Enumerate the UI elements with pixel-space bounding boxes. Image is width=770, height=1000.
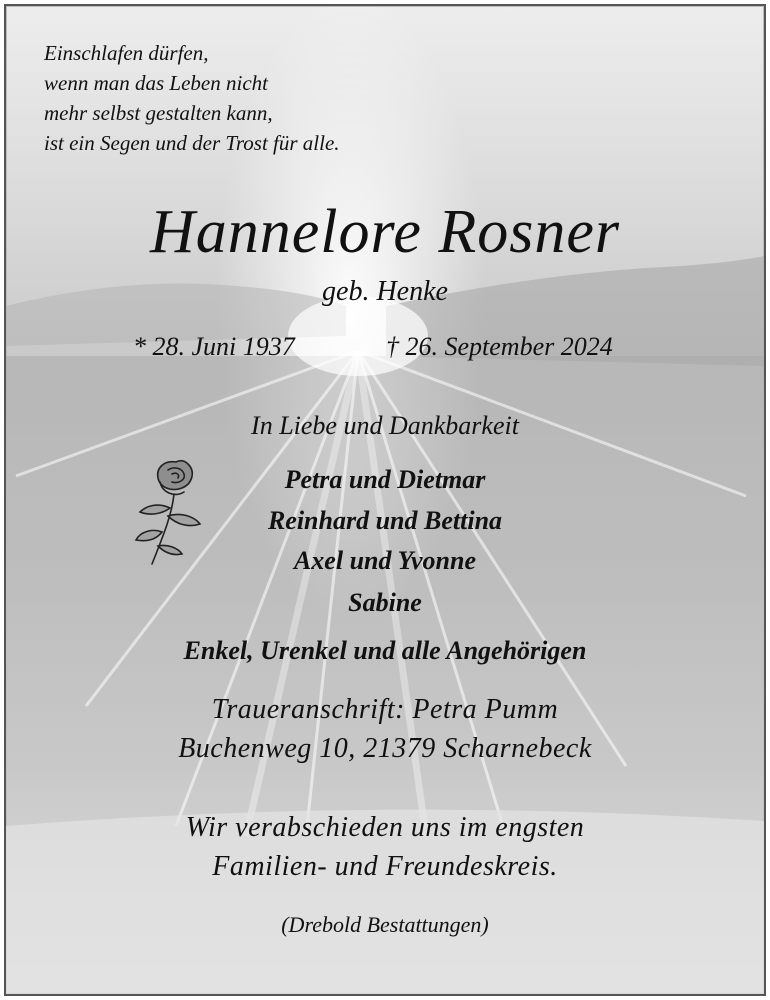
deceased-name: Hannelore Rosner	[149, 198, 620, 266]
obituary-notice	[4, 4, 766, 996]
poem-line: ist ein Segen und der Trost für alle.	[44, 131, 340, 155]
mourning-address-street: Buchenweg 10, 21379 Scharnebeck	[178, 733, 592, 764]
mourner-name: Petra und Dietmar	[284, 465, 486, 494]
birth-name: geb. Henke	[322, 276, 448, 307]
mourning-address-contact: Traueranschrift: Petra Pumm	[211, 694, 559, 725]
poem	[44, 38, 340, 158]
poem-line: wenn man das Leben nicht	[44, 71, 268, 95]
farewell-note: Familien- und Freundeskreis.	[212, 851, 558, 882]
mourner-name: Axel und Yvonne	[293, 546, 477, 575]
dedication-line: In Liebe und Dankbarkeit	[251, 411, 519, 440]
mourner-name: Reinhard und Bettina	[267, 506, 503, 535]
poem-line: Einschlafen dürfen,	[44, 41, 209, 65]
death-date: † 26. September 2024	[386, 332, 613, 361]
mourner-family: Enkel, Urenkel und alle Angehörigen	[183, 636, 587, 665]
notice-content	[6, 6, 764, 994]
undertaker-name: (Drebold Bestattungen)	[281, 912, 489, 937]
poem-line: mehr selbst gestalten kann,	[44, 101, 273, 125]
birth-date: * 28. Juni 1937	[133, 332, 295, 361]
farewell-note: Wir verabschieden uns im engsten	[185, 812, 585, 843]
mourner-name: Sabine	[348, 588, 422, 617]
